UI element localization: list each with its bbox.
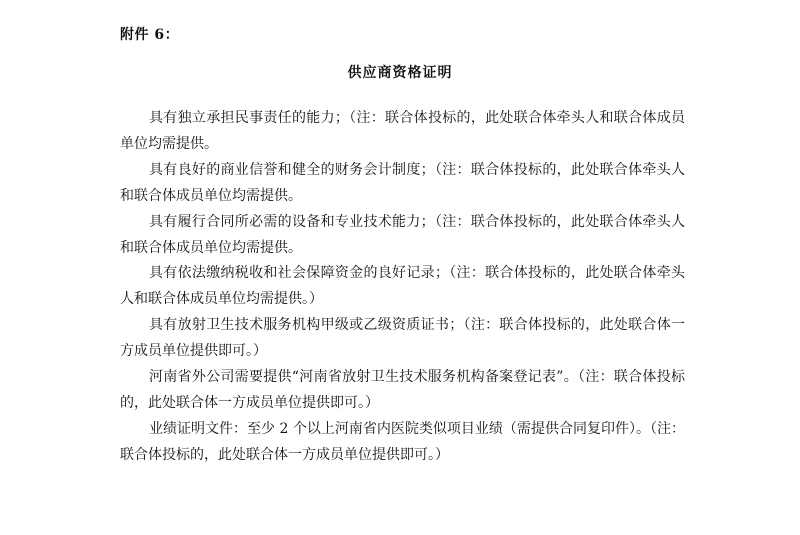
paragraph-tax-social-security: 具有依法缴纳税收和社会保障资金的良好记录；（注：联合体投标的，此处联合体牵头人和联合体成员单位均需提供。） [120,265,685,308]
paragraph-registration-form: 河南省外公司需要提供“河南省放射卫生技术服务机构备案登记表”。（注：联合体投标的，此处联合体一方成员单位提供即可。） [120,369,685,411]
paragraph-equipment-capability: 具有履行合同所必需的设备和专业技术能力；（注：联合体投标的，此处联合体牵头人和联合体成员单位均需提供。 [120,213,685,256]
paragraph-qualification-certificate: 具有放射卫生技术服务机构甲级或乙级资质证书；（注：联合体投标的，此处联合体一方成员单位提供即可。） [120,317,685,360]
document-body [120,106,685,469]
paragraph-civil-liability: 具有独立承担民事责任的能力；（注：联合体投标的，此处联合体牵头人和联合体成员单位均需提供。 [120,110,685,152]
document-title: 供应商资格证明 [347,65,453,81]
paragraph-performance-proof: 业绩证明文件：至少 2 个以上河南省内医院类似项目业绩（需提供合同复印件）。（注：联合体投标的，此处联合体一方成员单位提供即可。） [120,420,685,463]
paragraph-business-reputation: 具有良好的商业信誉和健全的财务会计制度；（注：联合体投标的，此处联合体牵头人和联合体成员单位均需提供。 [120,161,685,204]
attachment-label: 附件 6： [120,27,180,43]
